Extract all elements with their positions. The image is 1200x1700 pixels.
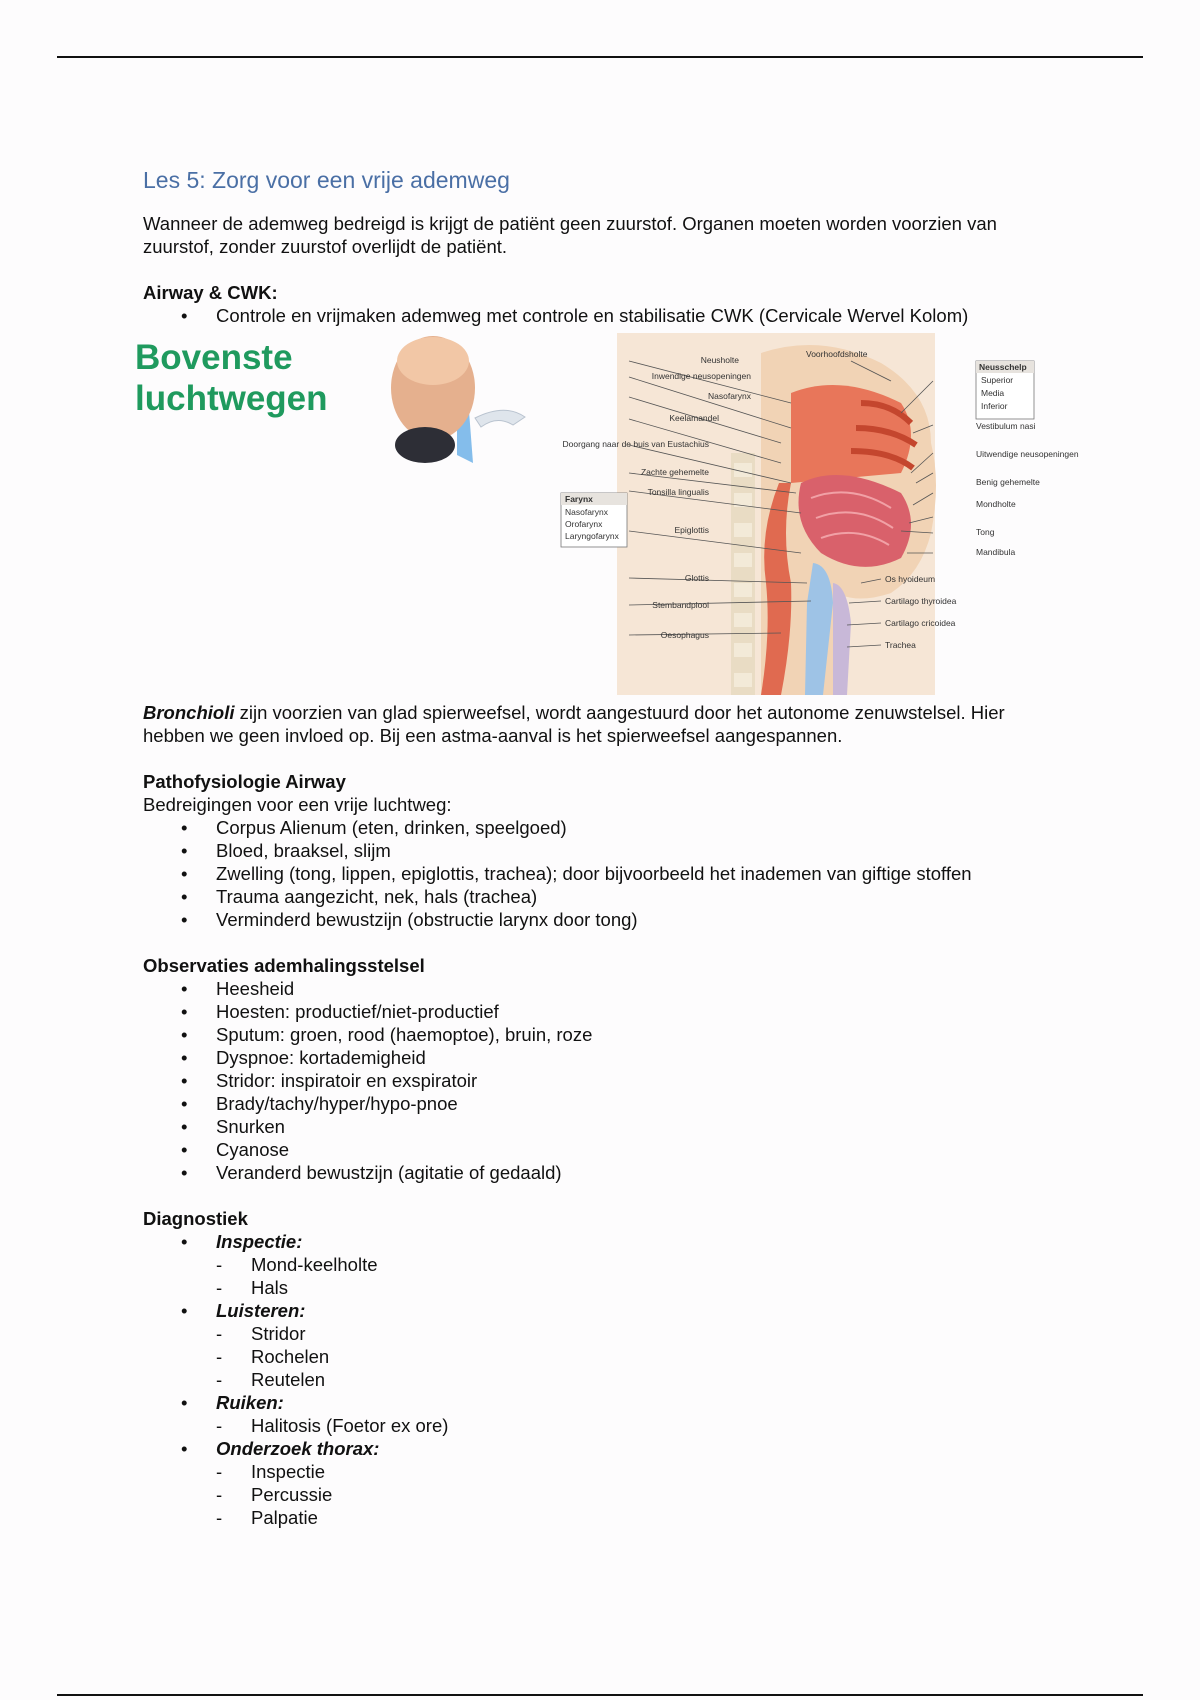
bronchioli-text: zijn voorzien van glad spierweefsel, wordt aangestuurd door het autonome zenuwstelsel. Hier hebben we geen invloed op. Bij een astma-aanval is het spierweefsel aangespannen. bbox=[143, 702, 1005, 746]
label-epiglottis: Epiglottis bbox=[674, 525, 709, 535]
diagnostiek-group bbox=[143, 1299, 1043, 1322]
observaties-list bbox=[143, 977, 1043, 1184]
diagnostiek-group bbox=[143, 1391, 1043, 1414]
neusschelp-item: Inferior bbox=[981, 401, 1008, 411]
figure-title bbox=[135, 337, 328, 419]
label-stembandplooi: Stembandplooi bbox=[652, 600, 709, 610]
sub-item: - Hals bbox=[143, 1276, 1043, 1299]
farynx-item: Orofarynx bbox=[565, 519, 603, 529]
sub-item: - Stridor bbox=[143, 1322, 1043, 1345]
label-neusholte: Neusholte bbox=[700, 355, 739, 365]
airway-list bbox=[143, 304, 1043, 327]
farynx-item: Laryngofarynx bbox=[565, 531, 619, 541]
diagnostiek-list bbox=[143, 1391, 1043, 1414]
neusschelp-box-title: Neusschelp bbox=[979, 362, 1027, 372]
patho-subheading: Bedreigingen voor een vrije luchtweg: bbox=[143, 794, 452, 815]
label-nasofarynx: Nasofarynx bbox=[708, 391, 751, 401]
list-item: • Dyspnoe: kortademigheid bbox=[143, 1046, 1043, 1069]
list-item: • Bloed, braaksel, slijm bbox=[143, 839, 1043, 862]
top-rule bbox=[57, 56, 1143, 58]
list-item: • Veranderd bewustzijn (agitatie of gedaald) bbox=[143, 1161, 1043, 1184]
sub-item: - Rochelen bbox=[143, 1345, 1043, 1368]
neusschelp-item: Media bbox=[981, 388, 1005, 398]
list-item: • Zwelling (tong, lippen, epiglottis, trachea); door bijvoorbeeld het inademen van giftige stoffen bbox=[143, 862, 1043, 885]
diagnostiek-sublist bbox=[143, 1253, 1043, 1299]
list-item: • Snurken bbox=[143, 1115, 1043, 1138]
patho-list bbox=[143, 816, 1043, 931]
label-mondholte: Mondholte bbox=[976, 499, 1016, 509]
diagnostiek-sublist bbox=[143, 1460, 1043, 1529]
intro-paragraph: Wanneer de ademweg bedreigd is krijgt de patiënt geen zuurstof. Organen moeten worden voorzien van zuurstof, zonder zuurstof overlijdt de patiënt. bbox=[143, 213, 997, 257]
sub-item: - Palpatie bbox=[143, 1506, 1043, 1529]
list-item: • Cyanose bbox=[143, 1138, 1043, 1161]
sub-item: - Halitosis (Foetor ex ore) bbox=[143, 1414, 1043, 1437]
document-body bbox=[135, 165, 1079, 1529]
label-trachea: Trachea bbox=[885, 640, 916, 650]
diagnostiek-group bbox=[143, 1230, 1043, 1253]
list-item: • Verminderd bewustzijn (obstructie larynx door tong) bbox=[143, 908, 1043, 931]
label-mandibula: Mandibula bbox=[976, 547, 1016, 557]
farynx-item: Nasofarynx bbox=[565, 507, 608, 517]
diagnostiek-list bbox=[143, 1230, 1043, 1253]
list-item: • Stridor: inspiratoir en exspiratoir bbox=[143, 1069, 1043, 1092]
diagnostiek-group bbox=[143, 1437, 1043, 1460]
label-tong: Tong bbox=[976, 527, 995, 537]
figure-title-line2: luchtwegen bbox=[135, 379, 328, 418]
label-benig-gehemelte: Benig gehemelte bbox=[976, 477, 1040, 487]
group-label: Onderzoek thorax: bbox=[216, 1438, 380, 1459]
sub-item: - Percussie bbox=[143, 1483, 1043, 1506]
observaties-heading: Observaties ademhalingsstelsel bbox=[143, 955, 425, 976]
list-item: • Sputum: groen, rood (haemoptoe), bruin, roze bbox=[143, 1023, 1043, 1046]
label-voorhoofdsholte: Voorhoofdsholte bbox=[806, 349, 868, 359]
diagnostiek-list bbox=[143, 1437, 1043, 1460]
upper-airway-anatomy-illustration bbox=[461, 333, 1079, 695]
label-cartilago-cricoidea: Cartilago cricoidea bbox=[885, 618, 956, 628]
neusschelp-box bbox=[976, 361, 1034, 419]
label-tonsilla-lingualis: Tonsilla lingualis bbox=[647, 487, 709, 497]
farynx-box bbox=[561, 493, 627, 547]
group-label: Inspectie: bbox=[216, 1231, 303, 1252]
neusschelp-item: Superior bbox=[981, 375, 1014, 385]
diagnostiek-heading: Diagnostiek bbox=[143, 1208, 248, 1229]
sub-item: - Mond-keelholte bbox=[143, 1253, 1043, 1276]
list-item: • Controle en vrijmaken ademweg met controle en stabilisatie CWK (Cervicale Wervel Kolom) bbox=[143, 304, 1043, 327]
bottom-rule bbox=[57, 1694, 1143, 1696]
patho-heading: Pathofysiologie Airway bbox=[143, 771, 346, 792]
label-vestibulum-nasi: Vestibulum nasi bbox=[976, 421, 1036, 431]
airway-heading: Airway & CWK: bbox=[143, 282, 278, 303]
label-uitwendige-neusopeningen: Uitwendige neusopeningen bbox=[976, 449, 1079, 459]
diagnostiek-sublist bbox=[143, 1414, 1043, 1437]
list-item: • Trauma aangezicht, nek, hals (trachea) bbox=[143, 885, 1043, 908]
bronchioli-term: Bronchioli bbox=[143, 702, 235, 723]
label-inwendige-neusopeningen: Inwendige neusopeningen bbox=[651, 371, 751, 381]
group-label: Ruiken: bbox=[216, 1392, 284, 1413]
label-zachte-gehemelte: Zachte gehemelte bbox=[640, 467, 709, 477]
sub-item: - Inspectie bbox=[143, 1460, 1043, 1483]
list-item: • Corpus Alienum (eten, drinken, speelgoed) bbox=[143, 816, 1043, 839]
label-os-hyoideum: Os hyoideum bbox=[885, 574, 936, 584]
list-item: • Brady/tachy/hyper/hypo-pnoe bbox=[143, 1092, 1043, 1115]
figure-title-line1: Bovenste bbox=[135, 338, 293, 377]
label-oesophagus: Oesophagus bbox=[660, 630, 709, 640]
sub-item: - Reutelen bbox=[143, 1368, 1043, 1391]
list-item: • Heesheid bbox=[143, 977, 1043, 1000]
label-eustachius: Doorgang naar de buis van Eustachius bbox=[562, 439, 709, 449]
label-keelamandel: Keelamandel bbox=[669, 413, 719, 423]
farynx-box-title: Farynx bbox=[565, 494, 593, 504]
label-glottis: Glottis bbox=[684, 573, 709, 583]
label-cartilago-thyroidea: Cartilago thyroidea bbox=[885, 596, 957, 606]
page-title: Les 5: Zorg voor een vrije ademweg bbox=[143, 167, 510, 193]
bronchioli-paragraph bbox=[143, 701, 1043, 747]
upper-airways-figure bbox=[135, 333, 1079, 695]
group-label: Luisteren: bbox=[216, 1300, 306, 1321]
list-item: • Hoesten: productief/niet-productief bbox=[143, 1000, 1043, 1023]
diagnostiek-list bbox=[143, 1299, 1043, 1322]
diagnostiek-sublist bbox=[143, 1322, 1043, 1391]
